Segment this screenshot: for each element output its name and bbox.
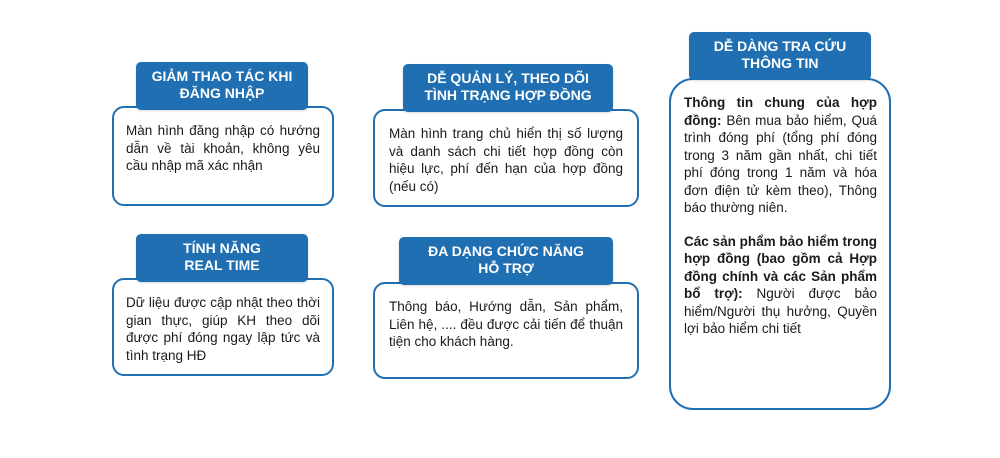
lookup-products (684, 233, 877, 338)
card-manage-body: Màn hình trang chủ hiển thị số lượng và danh sách chi tiết hợp đồng còn hiệu lực, phí đến hạn của hợp đồng (nếu có) (389, 126, 623, 194)
lookup-general-info (684, 94, 877, 217)
card-support-box (373, 282, 639, 379)
card-manage-title-line2: TÌNH TRẠNG HỢP ĐỒNG (424, 87, 592, 103)
card-lookup-box (669, 78, 891, 410)
card-login-title-line2: ĐĂNG NHẬP (179, 85, 265, 101)
lookup-general-info-heading: Thông tin chung của hợp đồng: (684, 95, 877, 128)
card-lookup-title-line2: THÔNG TIN (741, 55, 819, 71)
card-realtime-title (136, 234, 308, 282)
card-lookup-body (671, 80, 889, 346)
lookup-products-heading: Các sản phẩm bảo hiểm trong hợp đồng (bao gồm cả Hợp đồng chính và các Sản phẩm bổ trợ): (684, 233, 877, 301)
card-login-box (112, 106, 334, 206)
card-realtime-title-line2: REAL TIME (184, 257, 260, 273)
card-support-title (399, 237, 613, 285)
card-lookup-title-line1: DỄ DÀNG TRA CỨU (713, 38, 847, 54)
card-realtime-box (112, 278, 334, 376)
card-support-body: Thông báo, Hướng dẫn, Sản phẩm, Liên hệ, .... đều được cải tiến để thuận tiện cho khách hàng. (389, 299, 623, 349)
card-realtime (112, 234, 334, 376)
card-manage-title (403, 64, 613, 112)
card-support (373, 237, 639, 379)
card-support-title-line1: ĐA DẠNG CHỨC NĂNG (428, 243, 584, 259)
card-login-title (136, 62, 308, 110)
lookup-general-info-text: Bên mua bảo hiểm, Quá trình đóng phí (tổng phí đóng trong 3 năm gần nhất, chi tiết phí đóng trong 1 năm và hóa đơn điện tử kèm theo), Thông báo thường niên. (684, 112, 877, 215)
card-realtime-body: Dữ liệu được cập nhật theo thời gian thực, giúp KH theo dõi được phí đóng ngay lập tức và tình trạng HĐ (126, 295, 320, 363)
card-manage (373, 64, 639, 207)
card-realtime-title-line1: TÍNH NĂNG (183, 240, 261, 256)
card-lookup-title (689, 32, 871, 80)
card-login-title-line1: GIẢM THAO TÁC KHI (151, 68, 293, 84)
card-manage-title-line1: DỄ QUẢN LÝ, THEO DÕI (427, 70, 589, 86)
card-login-body: Màn hình đăng nhập có hướng dẫn về tài khoản, không yêu cầu nhập mã xác nhận (126, 123, 320, 173)
card-support-title-line2: HỖ TRỢ (478, 260, 534, 276)
card-login (112, 62, 334, 206)
card-manage-box (373, 109, 639, 207)
lookup-products-text: Người được bảo hiểm/Người thụ hưởng, Quyền lợi bảo hiểm chi tiết (684, 286, 877, 336)
card-lookup (669, 32, 891, 410)
